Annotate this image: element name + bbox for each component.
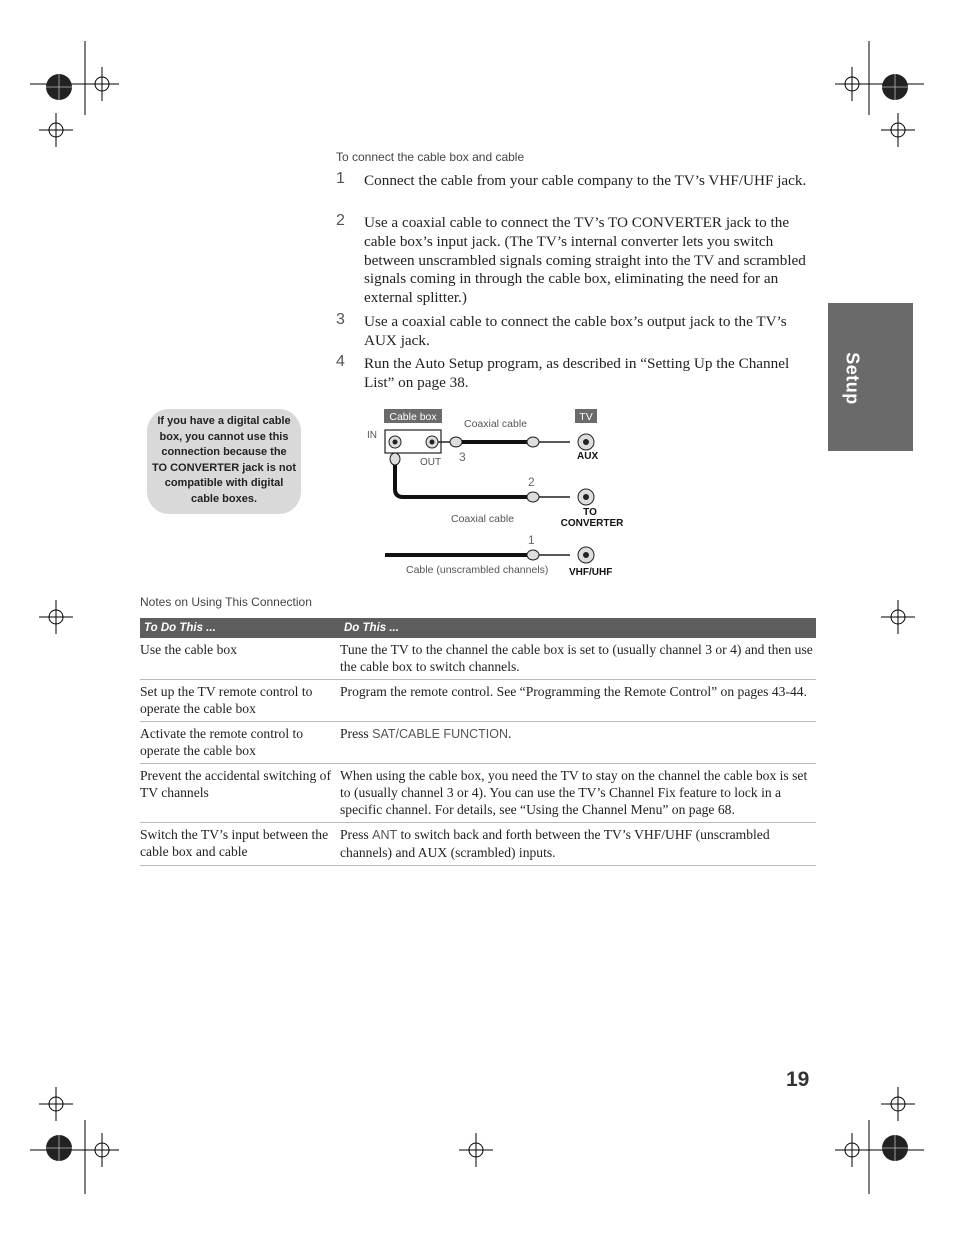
step-text: Run the Auto Setup program, as described in “Setting Up the Channel List” on page 38. xyxy=(364,355,790,391)
plug xyxy=(390,453,400,465)
step-text: Use a coaxial cable to connect the cable box’s output jack to the TV’s AUX jack. xyxy=(364,313,787,349)
coaxial-cable-label-top: Coaxial cable xyxy=(464,418,528,430)
todo-cell: Use the cable box xyxy=(140,638,340,680)
step-number: 1 xyxy=(336,170,345,187)
step-4 xyxy=(336,355,814,393)
cable-number-1: 1 xyxy=(528,533,535,547)
note-line: compatible with digital xyxy=(164,477,284,490)
note-line: connection because the xyxy=(161,446,287,459)
table-row xyxy=(140,680,816,722)
plug xyxy=(527,492,539,502)
in-label: IN xyxy=(367,430,377,441)
todo-cell: Prevent the accidental switching of TV channels xyxy=(140,764,340,823)
note-line: cable boxes. xyxy=(190,492,258,505)
note-line: If you have a digital cable xyxy=(157,415,291,427)
step-2 xyxy=(336,214,814,308)
table-row xyxy=(140,722,816,764)
column-header-todo: To Do This ... xyxy=(140,618,340,638)
column-header-do: Do This ... xyxy=(340,618,816,638)
converter-label: CONVERTER xyxy=(560,518,624,529)
note-line: box, you cannot use this xyxy=(159,430,289,443)
step-number: 4 xyxy=(336,353,345,370)
todo-cell: Switch the TV’s input between the cable box and cable xyxy=(140,823,340,866)
table-row xyxy=(140,823,816,866)
jack-center xyxy=(583,494,589,500)
tv-label: TV xyxy=(579,411,593,423)
todo-cell: Activate the remote control to operate the cable box xyxy=(140,722,340,764)
connection-diagram xyxy=(360,405,630,580)
notes-table xyxy=(140,618,816,866)
do-cell: Program the remote control. See “Programming the Remote Control” on pages 43-44. xyxy=(340,680,816,722)
coaxial-cable-label-mid: Coaxial cable xyxy=(451,513,515,525)
do-text: to switch back and forth between the TV’s VHF/UHF (unscrambled channels) and AUX (scrambled) inputs. xyxy=(340,827,770,860)
do-cell: Tune the TV to the channel the cable box is set to (usually channel 3 or 4) and then use the cable box to switch channels. xyxy=(340,638,816,680)
button-name: SAT/CABLE FUNCTION xyxy=(372,727,509,741)
table-row xyxy=(140,638,816,680)
jack-center xyxy=(393,440,398,445)
todo-cell: Set up the TV remote control to operate the cable box xyxy=(140,680,340,722)
step-number: 3 xyxy=(336,311,345,328)
vhf-uhf-label: VHF/UHF xyxy=(569,567,613,578)
coaxial-cable-2 xyxy=(395,465,527,497)
cable-box-label: Cable box xyxy=(389,411,437,423)
step-text: Connect the cable from your cable company to the TV’s VHF/UHF jack. xyxy=(364,172,807,189)
do-text: . xyxy=(508,726,512,741)
plug xyxy=(527,550,539,560)
plug xyxy=(450,437,462,447)
do-text: Press xyxy=(340,726,373,741)
step-number: 2 xyxy=(336,212,345,229)
aux-label: AUX xyxy=(577,451,599,462)
do-cell: When using the cable box, you need the TV to stay on the channel the cable box is set to (usually channel 3 or 4). You can use the TV’s Channel Fix feature to lock in a specific channel. For details, see “Using the Channel Menu” on page 68. xyxy=(340,764,816,823)
table-header-row xyxy=(140,618,816,638)
plug xyxy=(527,437,539,447)
step-text: Use a coaxial cable to connect the TV’s TO CONVERTER jack to the cable box’s input jack. (The TV’s internal converter lets you switch between unscrambled signals coming straight into the TV and scrambled signals coming in through the cable box, eliminating the need for an external splitter.) xyxy=(364,214,806,307)
jack-center xyxy=(583,552,589,558)
jack-center xyxy=(430,440,435,445)
out-label: OUT xyxy=(420,457,442,468)
to-label: TO xyxy=(583,507,597,518)
table-row xyxy=(140,764,816,823)
cable-unscrambled-label: Cable (unscrambled channels) xyxy=(406,564,549,576)
section-tab-label: Setup xyxy=(842,352,863,405)
note-line: TO CONVERTER jack is not xyxy=(151,461,297,474)
do-cell xyxy=(340,823,816,866)
button-name: ANT xyxy=(372,828,398,842)
do-text: Press xyxy=(340,827,373,842)
do-cell xyxy=(340,722,816,764)
jack-center xyxy=(583,439,589,445)
step-3 xyxy=(336,313,814,351)
cable-number-2: 2 xyxy=(528,475,535,489)
step-1 xyxy=(336,172,814,191)
page-number: 19 xyxy=(786,1068,810,1091)
notes-heading: Notes on Using This Connection xyxy=(140,595,312,609)
connect-heading: To connect the cable box and cable xyxy=(336,150,525,164)
digital-cable-note xyxy=(147,409,301,514)
cable-number-3: 3 xyxy=(459,450,466,464)
